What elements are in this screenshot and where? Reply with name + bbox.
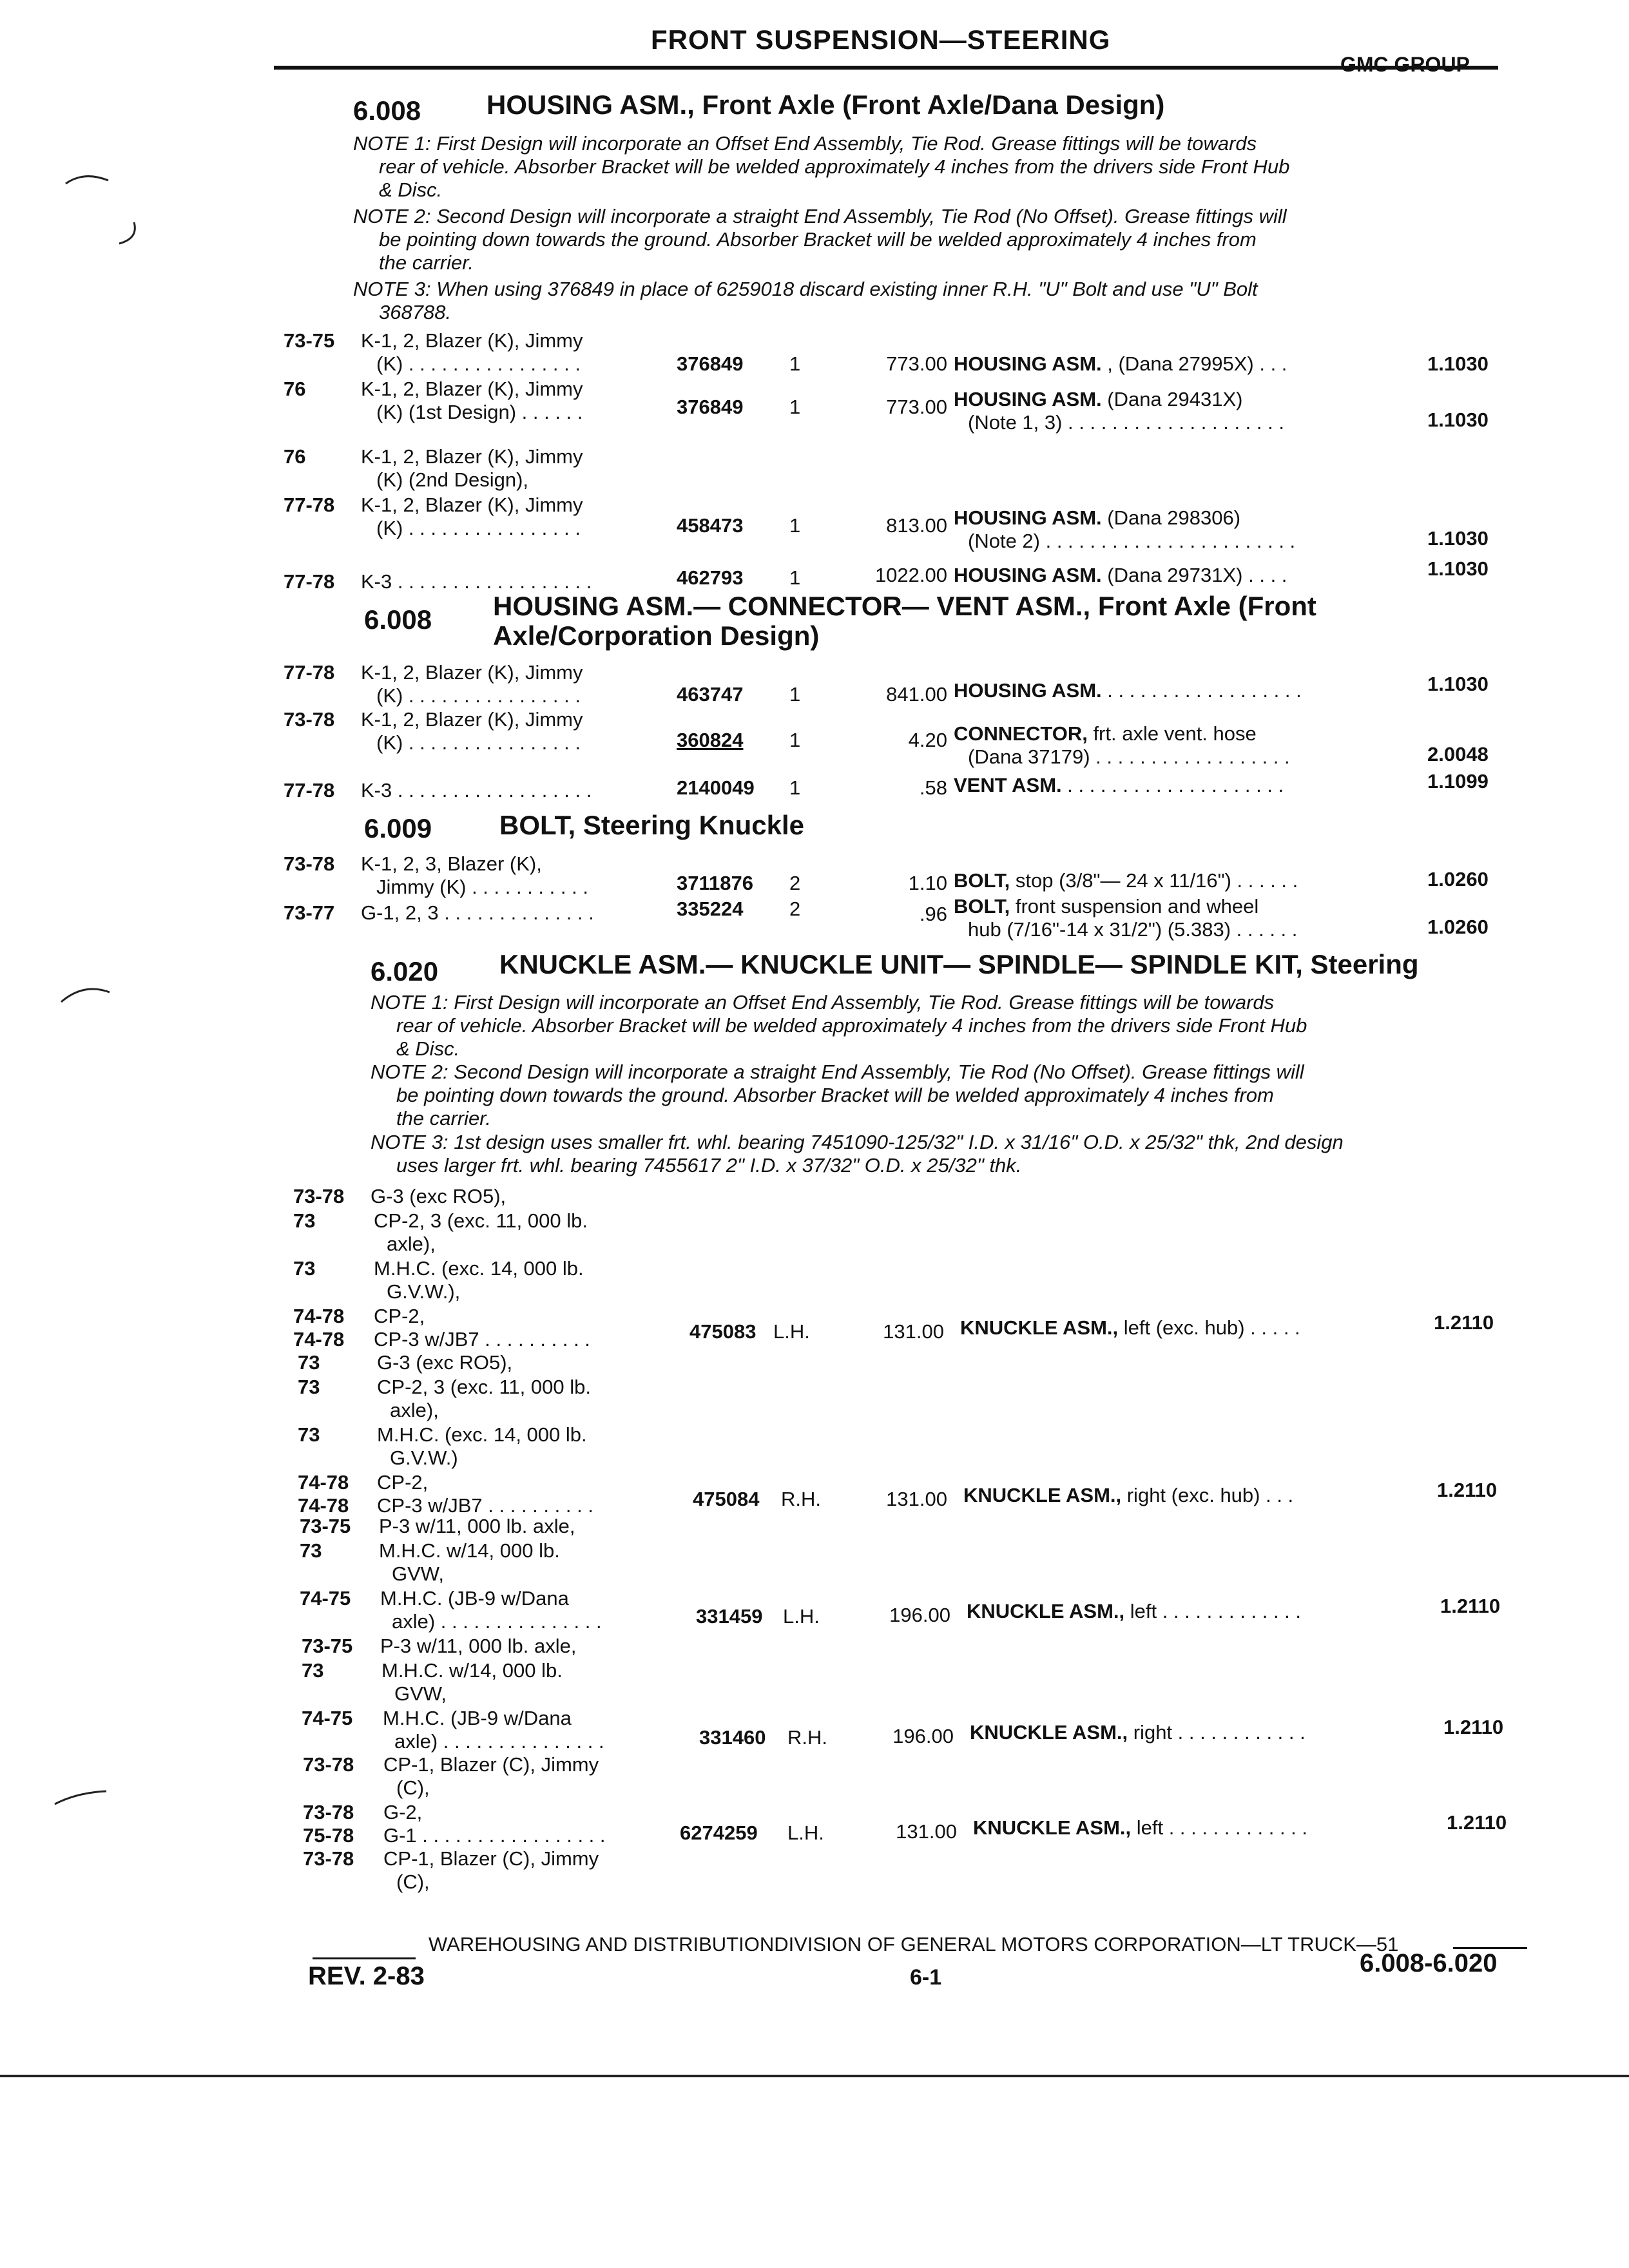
scan-artifact: [58, 168, 161, 258]
section-title: HOUSING ASM., Front Axle (Front Axle/Dana Design): [487, 90, 1165, 120]
revision-label: REV. 2-83: [308, 1962, 425, 1990]
scan-edge-line: [0, 2075, 1629, 2077]
header-rule: [274, 66, 1498, 70]
note-2: NOTE 2: Second Design will incorporate a straight End Assembly, Tie Rod (No Offset). Grease fittings will be pointing down towards the ground. Absorber Bracket will be welded approximately 4 inches from the carrier.: [353, 205, 1287, 274]
section-number: 6.020: [371, 956, 439, 986]
catalog-page: FRONT SUSPENSION—STEERING GMC GROUP 6.008 HOUSING ASM., Front Axle (Front Axle/Dana Design) NOTE 1: First Design will incorporate an Offset End Assembly, Tie Rod. Grease fittings will be towards rear of vehicle. Absorber Bracket will be welded approximately 4 inches from the drivers side Front Hub & Disc. NOTE 2: Second Design will incorporate a straight End Assembly, Tie Rod (No Offset). Grease fittings will be pointing down towards the ground. Absorber Bracket will be welded approximately 4 inches from the carrier. NOTE 3: When using 376849 in place of 6259018 discard existing inner R.H. "U" Bolt and use "U" Bolt 368788. 73-75 K-1, 2, Blazer (K), Jimmy (K) . . . . . . . . . . . . . . . . 376849 1 773.00 HOUSING ASM. , (Dana 27995X) . . . 1.1030 76 K-1, 2, Blazer (K), Jimmy (K) (1st Design) . . . . . . 376849 1 773.00 HOUSING ASM. (Dana 29431X) (Note 1, 3) . . . . . . . . . . . . . . . . . . . . 1.1030 76 K-1, 2, Blazer (K), Jimmy (K) (2nd Design), 77-78 K-1, 2, Blazer (K), Jimmy (K) . . . . . . . . . . . . . . . . 458473 1 813.00 HOUSING ASM. (Dana 298306) (Note 2) . . . . . . . . . . . . . . . . . . . . . . . 1.1030 77-78 K-3 . . . . . . . . . . . . . . . . . . 462793 1 1022.00 HOUSING ASM. (Dana 29731X) . . . . 1.1030 6.008 HOUSING ASM.— CONNECTOR— VENT ASM., Front Axle (Front Axle/Corporation Design) 77-78 K-1, 2, Blazer (K), Jimmy (K) . . . . . . . . . . . . . . . . 463747 1 841.00 HOUSING ASM. . . . . . . . . . . . . . . . . . . 1.1030 73-78 K-1, 2, Blazer (K), Jimmy (K) . . . . . . . . . . . . . . . . 360824 1 4.20 CONNECTOR, frt. axle vent. hose (Dana 37179) . . . . . . . . . . . . . . . . . . 2.0048 77-78 K-3 . . . . . . . . . . . . . . . . . . 2140049 1 .58 VENT ASM. . . . . . . . . . . . . . . . . . . . . 1.1099 6.009 BOLT, Steering Knuckle 73-78 K-1, 2, 3, Blazer (K), Jimmy (K) . . . . . . . . . . . 3711876 2 1.10 BOLT, stop (3/8"— 24 x 11/16") . . . . . . 1.0260 73-77 G-1, 2, 3 . . . . . . . . . . . . . . 335224 2 .96 BOLT, front suspension and wheel hub (7/16"-14 x 31/2") (5.383) . . . . . . 1.0260 6.020 KNUCKLE ASM.— KNUCKLE UNIT— SPINDLE— SPINDLE KIT, Steering NOTE 1: First Design will incorporate an Offset End Assembly, Tie Rod. Grease fittings will be towards rear of vehicle. Absorber Bracket will be welded approximately 4 inches from the drivers side Front Hub & Disc. NOTE 2: Second Design will incorporate a straight End Assembly, Tie Rod (No Offset). Grease fittings will be pointing down towards the ground. Absorber Bracket will be welded approximately 4 inches from the carrier. NOTE 3: 1st design uses smaller frt. whl. bearing 7451090-125/32" I.D. x 31/16" O.D. x 25/32" thk, 2nd design uses larger frt. whl. bearing 7455617 2" I.D. x 37/32" O.D. x 25/32" thk. 73-78 G-3 (exc RO5), 73 CP-2, 3 (exc. 11, 000 lb. axle), 73 M.H.C. (exc. 14, 000 lb. G.V.W.), 74-78 CP-2, 74-78 CP-3 w/JB7 . . . . . . . . . . 475083 L.H. 131.00 KNUCKLE ASM., left (exc. hub) . . . . . 1.2110 73 G-3 (exc RO5), 73 CP-2, 3 (exc. 11, 000 lb. axle), 73 M.H.C. (exc. 14, 000 lb. G.V.W.) 74-78 CP-2, 74-78 CP-3 w/JB7 . . . . . . . . . . 475084 R.H. 131.00 KNUCKLE ASM., right (exc. hub) . . . 1.2110 73-75 P-3 w/11, 000 lb. axle, 73 M.H.C. w/14, 000 lb. GVW, 74-75 M.H.C. (JB-9 w/Dana axle) . . . . . . . . . . . . . . . 331459 L.H. 196.00 KNUCKLE ASM., left . . . . . . . . . . . . . 1.2110 73-75 P-3 w/11, 000 lb. axle, 73 M.H.C. w/14, 000 lb. GVW, 74-75 M.H.C. (JB-9 w/Dana axle) . . . . . . . . . . . . . . . 331460 R.H. 196.00 KNUCKLE ASM., right . . . . . . . . . . . . 1.2110 73-78 CP-1, Blazer (C), Jimmy (C), 73-78 G-2, 75-78 G-1 . . . . . . . . . . . . . . . . . 73-78 CP-1, Blazer (C), Jimmy (C), 6274259 L.H. 131.00 KNUCKLE ASM., left . . . . . . . . . . . . . 1.2110 WAREHOUSING AND DISTRIBUTIONDIVISION OF GENERAL MOTORS CORPORATION—LT TRUCK—51 REV. 2-83 6-1 6.008-6.020: [0, 0, 1629, 2268]
section-title: HOUSING ASM.— CONNECTOR— VENT ASM., Front Axle (Front Axle/Corporation Design): [493, 591, 1316, 651]
page-number: 6-1: [910, 1965, 942, 1990]
footer-rule-left: [313, 1957, 416, 1959]
note-1: NOTE 1: First Design will incorporate an Offset End Assembly, Tie Rod. Grease fittings will be towards rear of vehicle. Absorber Bracket will be welded approximately 4 inches from the drivers side Front Hub & Disc.: [371, 991, 1307, 1060]
note-3: NOTE 3: 1st design uses smaller frt. whl. bearing 7451090-125/32" I.D. x 31/16" O.D. x 25/32" thk, 2nd design uses larger frt. whl. bearing 7455617 2" I.D. x 37/32" O.D. x 25/32" thk.: [371, 1131, 1344, 1177]
section-number: 6.008: [353, 95, 421, 126]
footer-division: WAREHOUSING AND DISTRIBUTIONDIVISION OF GENERAL MOTORS CORPORATION—LT TRUCK—51: [429, 1933, 1399, 1956]
scan-artifact: [58, 979, 135, 1018]
note-3: NOTE 3: When using 376849 in place of 6259018 discard existing inner R.H. "U" Bolt and use "U" Bolt 368788.: [353, 278, 1258, 323]
note-1: NOTE 1: First Design will incorporate an Offset End Assembly, Tie Rod. Grease fittings will be towards rear of vehicle. Absorber Bracket will be welded approximately 4 inches from the drivers side Front Hub & Disc.: [353, 132, 1290, 201]
note-2: NOTE 2: Second Design will incorporate a straight End Assembly, Tie Rod (No Offset). Grease fittings will be pointing down towards the ground. Absorber Bracket will be welded approximately 4 inches from the carrier.: [371, 1061, 1304, 1129]
section-range: 6.008-6.020: [1360, 1949, 1498, 1977]
page-title: FRONT SUSPENSION—STEERING: [651, 24, 1111, 55]
section-number: 6.008: [364, 604, 432, 635]
section-title: BOLT, Steering Knuckle: [499, 810, 804, 840]
section-number: 6.009: [364, 813, 432, 843]
group-label: GMC GROUP: [1340, 53, 1470, 76]
section-title: KNUCKLE ASM.— KNUCKLE UNIT— SPINDLE— SPINDLE KIT, Steering: [499, 949, 1419, 979]
scan-artifact: [52, 1785, 129, 1817]
